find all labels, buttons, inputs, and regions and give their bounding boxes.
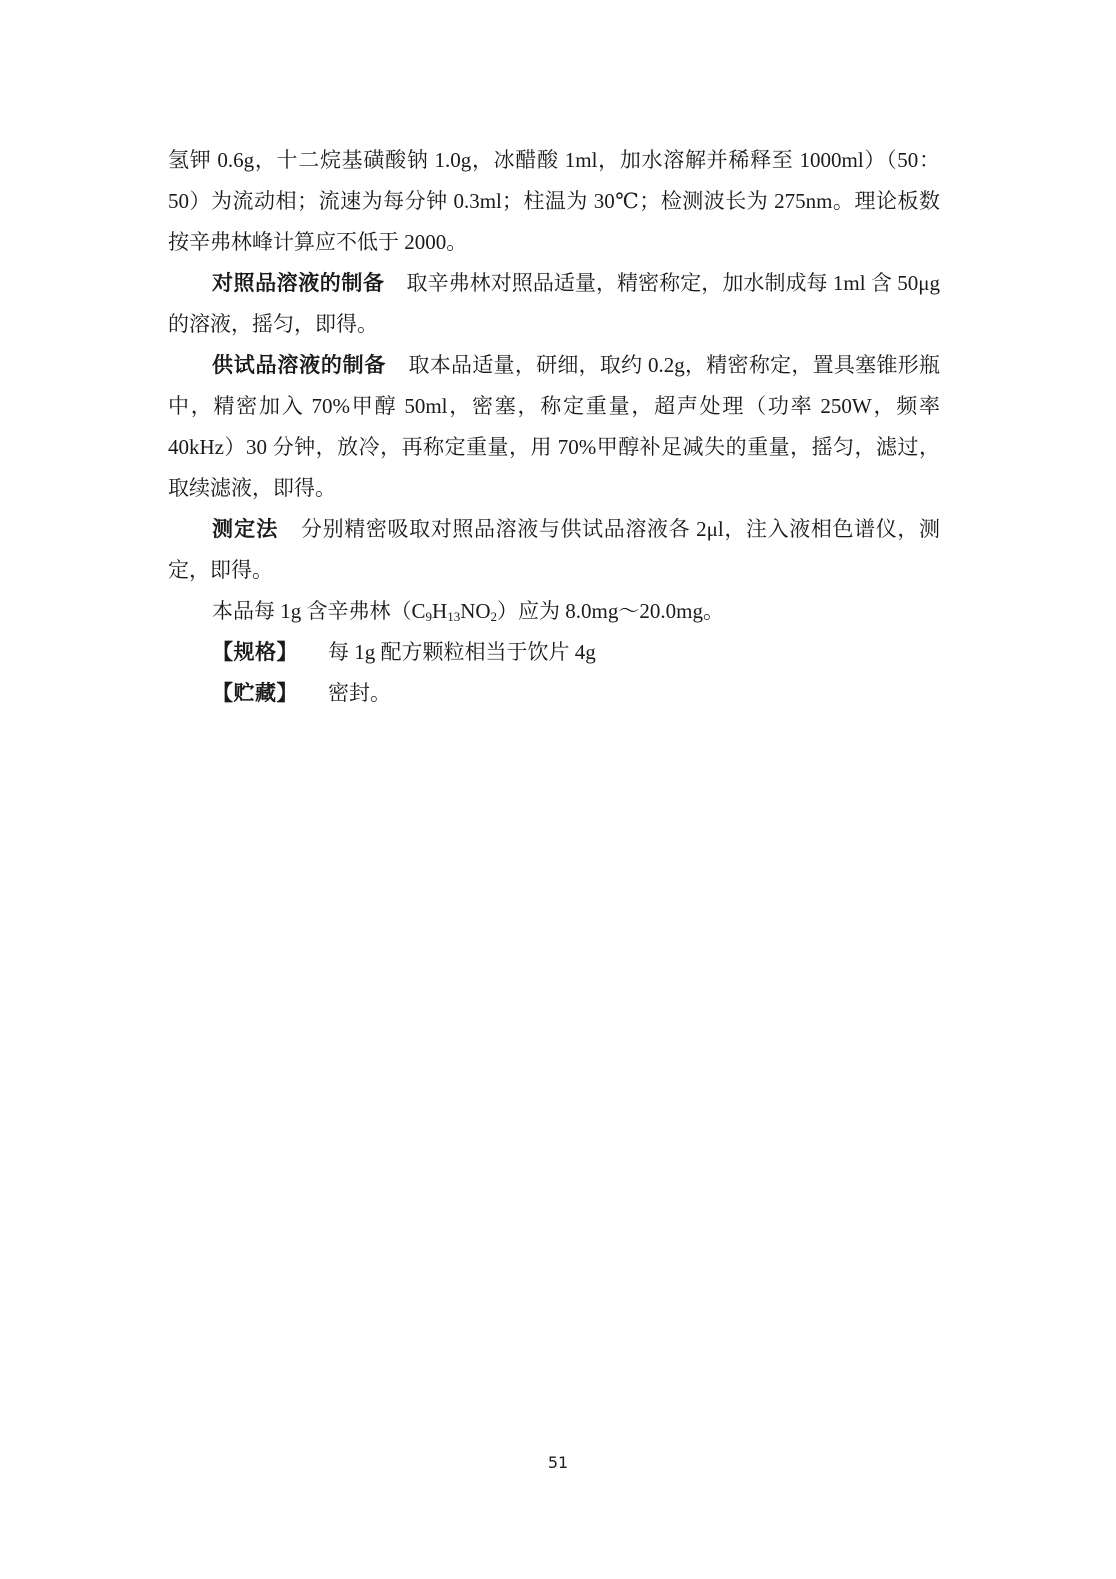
reference-solution-heading: 对照品溶液的制备 [212,271,385,295]
paragraph-storage [168,673,940,714]
storage-text: 密封。 [328,681,391,705]
specification-heading: 【规格】 [212,640,298,664]
mobile-phase-text: 氢钾 0.6g，十二烷基磺酸钠 1.0g，冰醋酸 1ml，加水溶解并稀释至 1000ml）（50：50）为流动相；流速为每分钟 0.3ml；柱温为 30℃；检测波长为 275nm。理论板数按辛弗林峰计算应不低于 2000。 [168,148,940,254]
page-number: 51 [547,1453,569,1472]
document-body [168,140,940,714]
formula-subscript-carbon: 9 [425,609,433,624]
formula-hydrogen: H [432,599,448,623]
paragraph-reference-solution [168,263,940,345]
test-solution-heading: 供试品溶液的制备 [212,353,387,377]
determination-text: 分别精密吸取对照品溶液与供试品溶液各 2μl，注入液相色谱仪，测定，即得。 [168,517,941,582]
paragraph-test-solution [168,345,940,509]
paragraph-content-limit [168,591,940,632]
specification-text: 每 1g 配方颗粒相当于饮片 4g [328,640,596,664]
paragraph-specification [168,632,940,673]
test-solution-text: 取本品适量，研细，取约 0.2g，精密称定，置具塞锥形瓶中，精密加入 70%甲醇 50ml，密塞，称定重量，超声处理（功率 250W，频率 40kHz）30 分钟，放冷，再称定重量，用 70%甲醇补足减失的重量，摇匀，滤过，取续滤液，即得。 [168,353,941,500]
paragraph-determination [168,509,940,591]
formula-subscript-hydrogen: 13 [447,609,461,624]
paragraph-mobile-phase-continuation [168,140,940,263]
formula-subscript-oxygen: 2 [490,609,498,624]
formula-nitrogen-oxygen: NO [460,599,491,623]
storage-heading: 【贮藏】 [212,681,298,705]
determination-heading: 测定法 [212,517,279,541]
content-limit-suffix: ）应为 8.0mg～20.0mg。 [497,599,724,623]
reference-solution-text: 取辛弗林对照品适量，精密称定，加水制成每 1ml 含 50μg 的溶液，摇匀，即得。 [168,271,941,336]
content-limit-prefix: 本品每 1g 含辛弗林（C [212,599,426,623]
